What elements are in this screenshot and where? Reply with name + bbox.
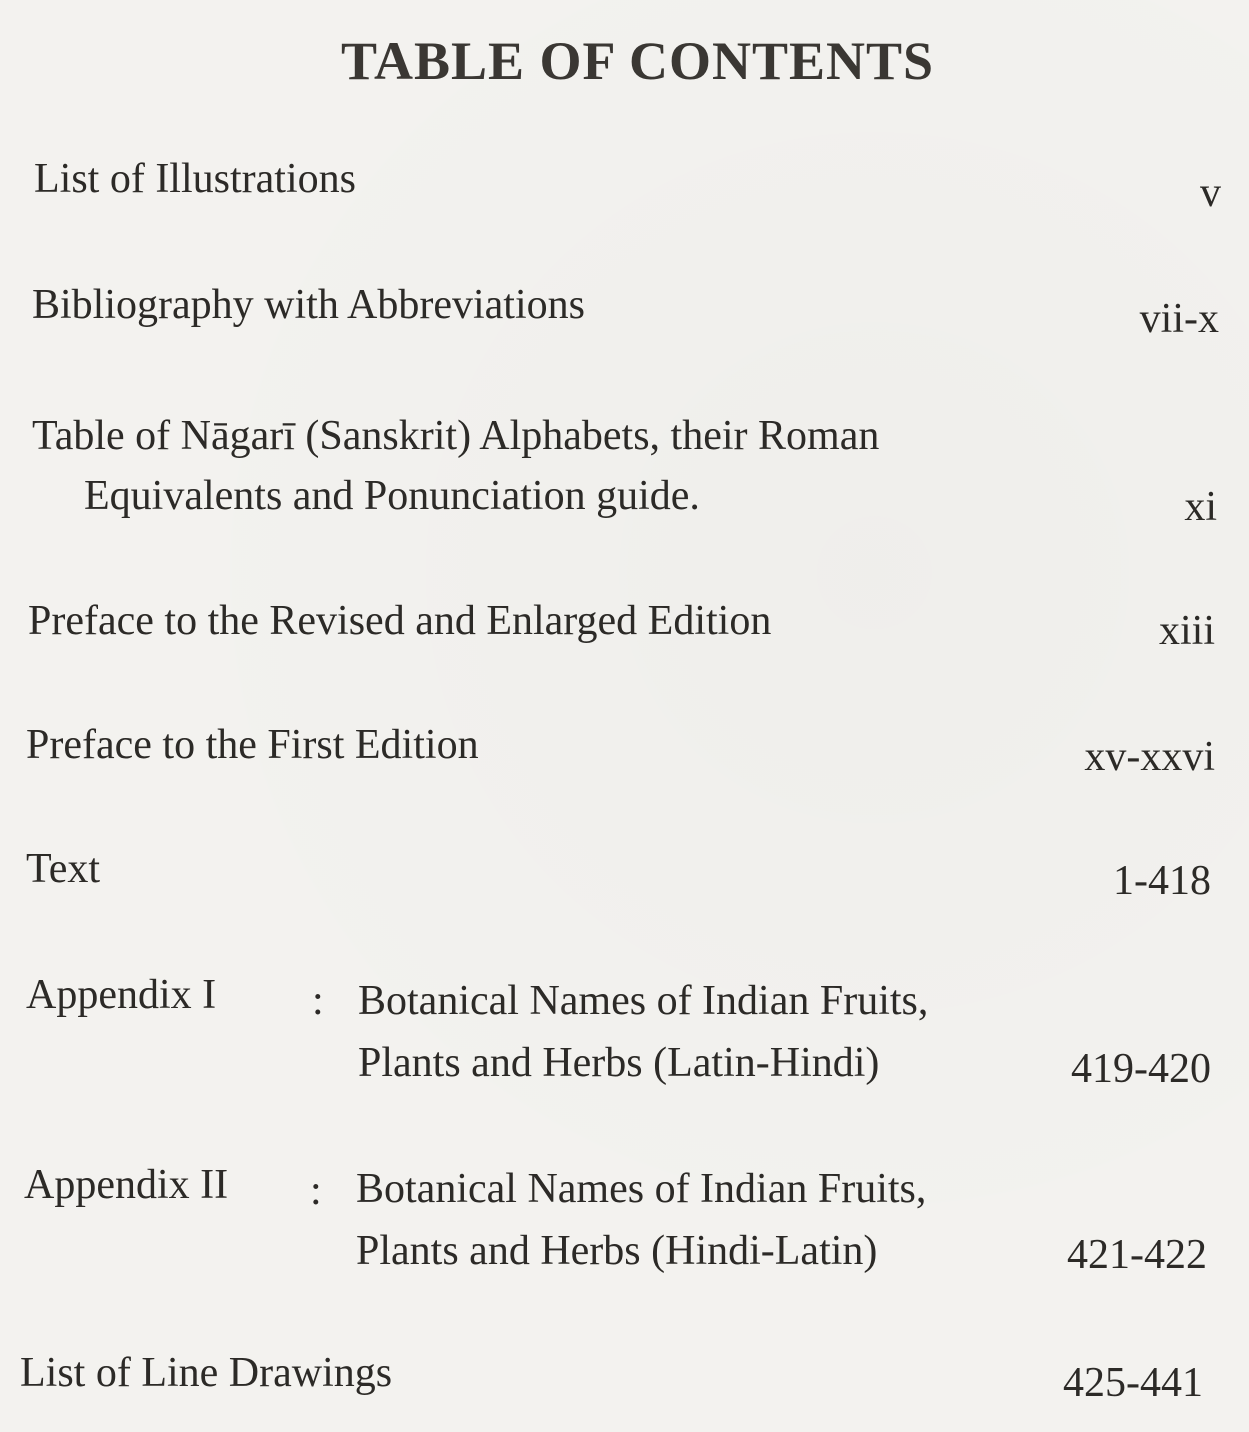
toc-entry-label: Preface to the First Edition [26, 722, 479, 768]
toc-entry-page: vii-x [1139, 296, 1219, 342]
toc-entry-label-line: Equivalents and Ponunciation guide. [84, 473, 700, 519]
toc-entry-label: List of Line Drawings [20, 1350, 393, 1396]
toc-entry-label: List of Illustrations [34, 156, 356, 202]
appendix-desc-line: Botanical Names of Indian Fruits, [358, 978, 929, 1024]
appendix-label: Appendix II [24, 1162, 229, 1208]
toc-entry-page: 419-420 [1071, 1046, 1211, 1092]
toc-entry-page: 421-422 [1067, 1232, 1207, 1278]
toc-entry-page: v [1200, 170, 1221, 216]
appendix-separator: : [310, 1168, 322, 1214]
toc-entry-page: xv-xxvi [1084, 734, 1215, 780]
toc-entry-label [32, 406, 879, 526]
appendix-desc-line: Botanical Names of Indian Fruits, [356, 1166, 927, 1212]
toc-entry-page: 1-418 [1113, 858, 1211, 904]
appendix-description [358, 970, 928, 1094]
page-title: TABLE OF CONTENTS [340, 31, 935, 91]
appendix-label: Appendix I [26, 972, 217, 1018]
appendix-desc-line: Plants and Herbs (Hindi-Latin) [356, 1228, 878, 1274]
appendix-separator: : [312, 978, 324, 1024]
toc-entry-label-line: Table of Nāgarī (Sanskrit) Alphabets, their Roman [32, 413, 880, 459]
appendix-desc-line: Plants and Herbs (Latin-Hindi) [358, 1040, 880, 1086]
toc-entry-label: Bibliography with Abbreviations [32, 282, 585, 328]
toc-entry-page: 425-441 [1063, 1360, 1203, 1406]
toc-entry-page: xi [1184, 484, 1217, 530]
toc-entry-label: Preface to the Revised and Enlarged Edition [28, 598, 772, 644]
toc-entry-label: Text [26, 846, 101, 892]
appendix-description [356, 1158, 926, 1282]
toc-entry-page: xiii [1158, 608, 1215, 654]
